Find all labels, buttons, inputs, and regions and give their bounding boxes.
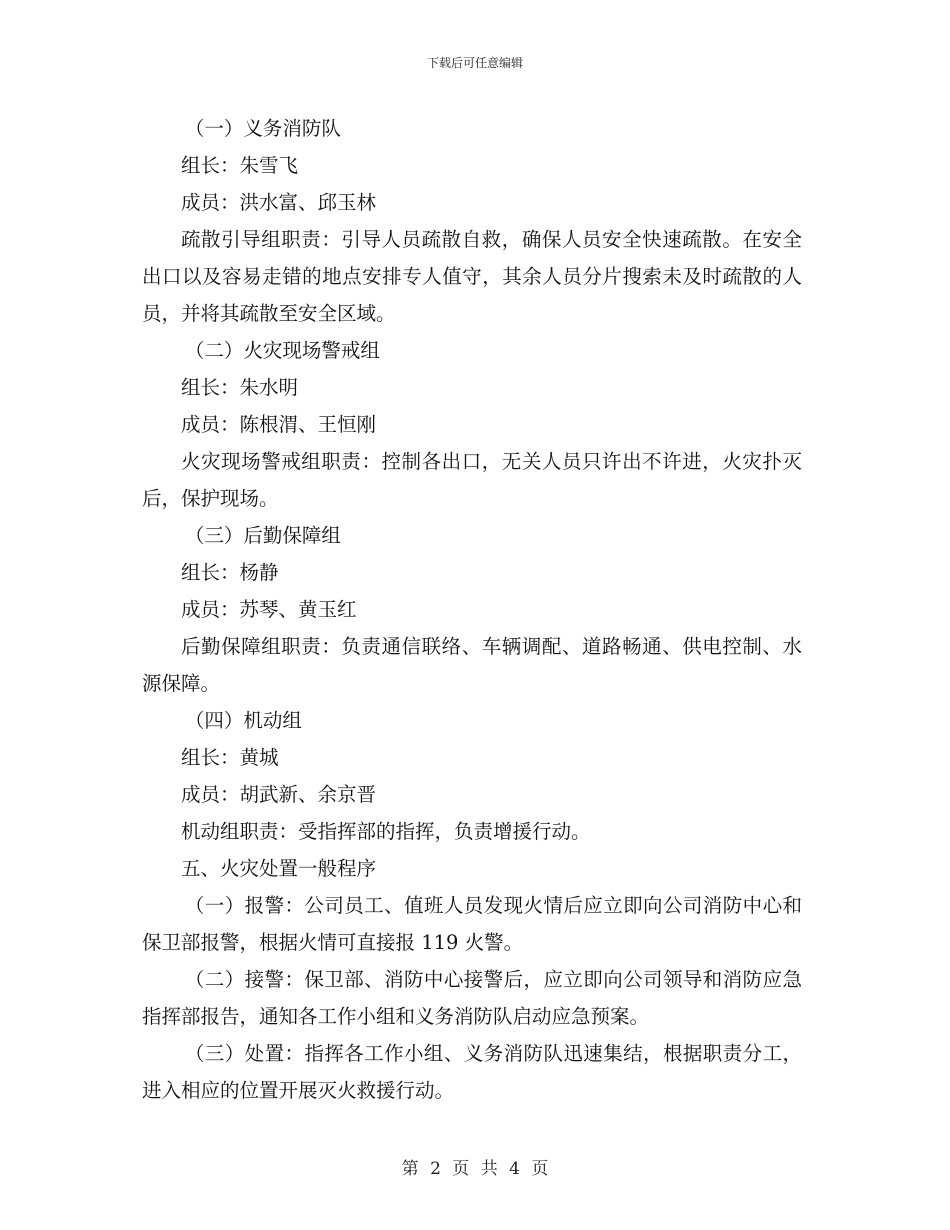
page-header: 下载后可任意编辑 — [426, 56, 523, 70]
paragraph: （一）义务消防队 — [184, 117, 341, 140]
paragraph: 组长：黄城 — [181, 746, 279, 769]
paragraph: 成员：洪水富、邱玉林 — [181, 191, 377, 214]
paragraph: 组长：朱水明 — [181, 376, 299, 399]
page-footer: 第 2 页 共 4 页 — [401, 1159, 549, 1179]
paragraph: 疏散引导组职责：引导人员疏散自救，确保人员安全快速疏散。在安全出口以及容易走错的地点安排专人值守，其余人员分片搜索未及时疏散的人员，并将其疏散至安全区域。 — [142, 228, 802, 325]
paragraph: （三）后勤保障组 — [184, 524, 341, 547]
paragraph: 成员：胡武新、余京晋 — [181, 783, 377, 806]
paragraph: 机动组职责：受指挥部的指挥，负责增援行动。 — [181, 820, 591, 843]
paragraph: 火灾现场警戒组职责：控制各出口，无关人员只许出不许进，火灾扑灭后，保护现场。 — [142, 450, 802, 510]
paragraph: （四）机动组 — [184, 709, 302, 732]
paragraph: 成员：陈根渭、王恒刚 — [181, 413, 377, 436]
paragraph: 后勤保障组职责：负责通信联络、车辆调配、道路畅通、供电控制、水源保障。 — [142, 635, 802, 695]
paragraph: 组长：朱雪飞 — [181, 154, 299, 177]
paragraph: （二）火灾现场警戒组 — [184, 339, 380, 362]
paragraph: 成员：苏琴、黄玉红 — [181, 598, 357, 621]
paragraph: （三）处置：指挥各工作小组、义务消防队迅速集结，根据职责分工，进入相应的位置开展灭火救援行动。 — [142, 1042, 802, 1102]
document-body — [142, 110, 802, 1109]
paragraph: （一）报警：公司员工、值班人员发现火情后应立即向公司消防中心和保卫部报警，根据火情可直接报 119 火警。 — [142, 894, 802, 954]
paragraph: 五、火灾处置一般程序 — [181, 857, 377, 880]
paragraph: 组长：杨静 — [181, 561, 279, 584]
paragraph: （二）接警：保卫部、消防中心接警后，应立即向公司领导和消防应急指挥部报告，通知各工作小组和义务消防队启动应急预案。 — [142, 968, 802, 1028]
